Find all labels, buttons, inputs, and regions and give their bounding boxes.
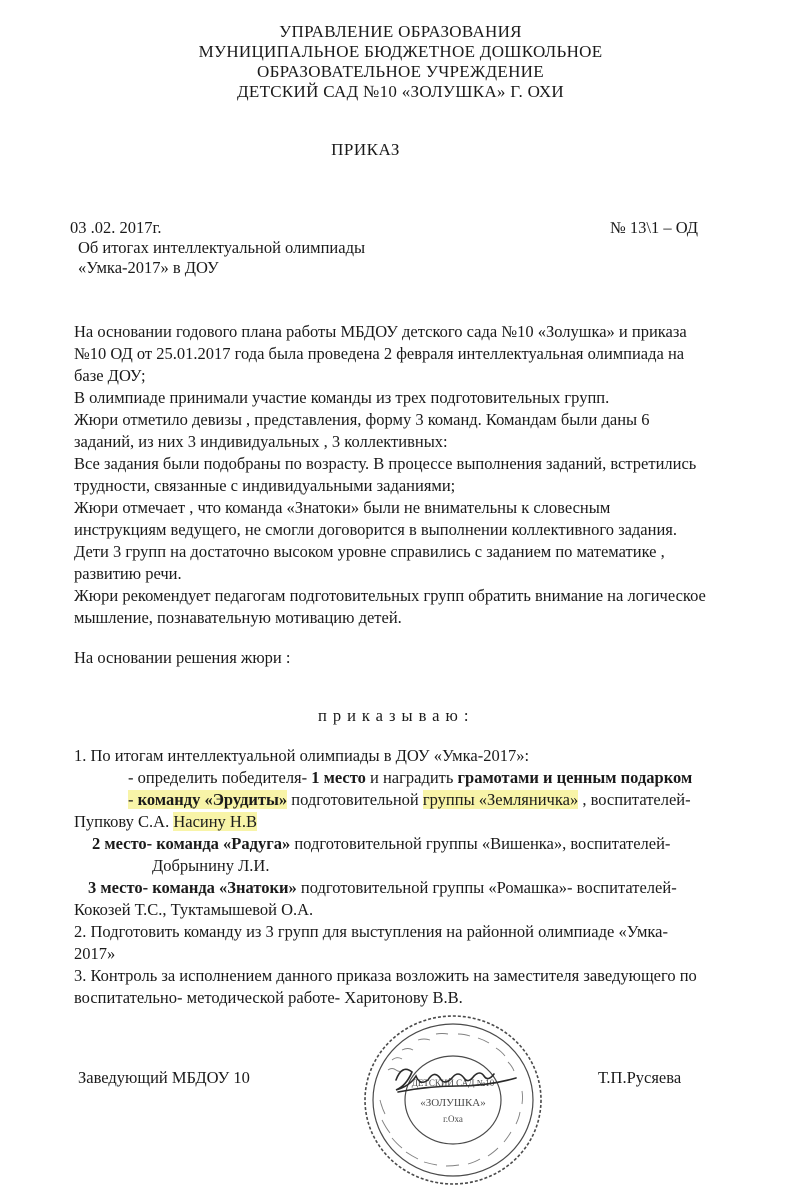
body-line: мышление, познавательную мотивацию детей. xyxy=(74,608,402,627)
body-line: Жюри отмечает , что команда «Знатоки» были не внимательны к словесным xyxy=(74,498,611,517)
body-line: В олимпиаде принимали участие команды из трех подготовительных групп. xyxy=(74,388,610,407)
item-2-line-1: 2. Подготовить команду из 3 групп для выступления на районной олимпиаде «Умка- xyxy=(74,922,668,941)
body-line: инструкциям ведущего, не смогли договорится в выполнении коллективного задания. xyxy=(74,520,677,539)
item-1: 1. По итогам интеллектуальной олимпиады в ДОУ «Умка-2017»: xyxy=(74,746,530,765)
signature-name: Т.П.Русяева xyxy=(598,1068,682,1087)
winner-line xyxy=(128,768,692,788)
team1-tail: , воспитателей- xyxy=(582,790,691,809)
body-line: На основании годового плана работы МБДОУ детского сада №10 «Золушка» и приказа xyxy=(74,322,687,341)
document-number: № 13\1 – ОД xyxy=(610,218,699,237)
header-line-4: ДЕТСКИЙ САД №10 «ЗОЛУШКА» Г. ОХИ xyxy=(237,82,564,101)
team1-line xyxy=(128,790,691,810)
header-line-3: ОБРАЗОВАТЕЛЬНОЕ УЧРЕЖДЕНИЕ xyxy=(257,62,544,81)
body-line: заданий, из них 3 индивидуальных , 3 коллективных: xyxy=(74,432,448,451)
stamp-city: г.Оха xyxy=(443,1114,463,1124)
team1-name: команду «Эрудиты» xyxy=(137,790,288,809)
basis-line: На основании решения жюри : xyxy=(74,648,291,667)
body-line: базе ДОУ; xyxy=(74,366,146,385)
header-line-1: УПРАВЛЕНИЕ ОБРАЗОВАНИЯ xyxy=(279,22,522,41)
team1-teacher-a: Пупкову С.А. xyxy=(74,812,170,831)
document-date: 03 .02. 2017г. xyxy=(70,218,162,237)
item-3-line-1: 3. Контроль за исполнением данного приказа возложить на заместителя заведующего по xyxy=(74,966,697,985)
header-line-2: МУНИЦИПАЛЬНОЕ БЮДЖЕТНОЕ ДОШКОЛЬНОЕ xyxy=(198,42,603,61)
item-2-line-2: 2017» xyxy=(74,944,116,963)
third-place-tail: подготовительной группы «Ромашка»- воспитателей- xyxy=(300,878,677,897)
subject-line-1: Об итогах интеллектуальной олимпиады xyxy=(78,238,366,257)
body-line: развитию речи. xyxy=(74,564,182,583)
winner-award: грамотами и ценным подарком xyxy=(457,768,693,787)
second-place-line xyxy=(92,834,670,854)
third-place-teachers: Кокозей Т.С., Туктамышевой О.А. xyxy=(74,900,314,919)
body-line: Все задания были подобраны по возрасту. В процессе выполнения заданий, встретились xyxy=(74,454,697,473)
signature-position: Заведующий МБДОУ 10 xyxy=(78,1068,250,1087)
body-line: Дети 3 групп на достаточно высоком уровне справились с заданием по математике , xyxy=(74,542,665,561)
item-3-line-2: воспитательно- методической работе- Харитонову В.В. xyxy=(74,988,463,1007)
stamp-inner-small: ДЕТСКИЙ САД №10 xyxy=(411,1078,495,1088)
team1-dash: - xyxy=(128,790,134,809)
second-place-teacher: Добрынину Л.И. xyxy=(152,856,270,875)
third-place-line xyxy=(88,878,677,898)
order-word: приказываю: xyxy=(318,706,475,725)
official-stamp xyxy=(358,1010,548,1190)
winner-mid: и наградить xyxy=(370,768,454,787)
team1-group: группы «Земляничка» xyxy=(422,790,579,809)
second-place: 2 место- команда «Радуга» xyxy=(92,834,291,853)
team1-mid: подготовительной xyxy=(291,790,419,809)
document-title: ПРИКАЗ xyxy=(331,140,400,159)
winner-prefix: - определить победителя- xyxy=(128,768,308,787)
subject-line-2: «Умка-2017» в ДОУ xyxy=(78,258,219,277)
winner-place: 1 место xyxy=(311,768,366,787)
second-place-tail: подготовительной группы «Вишенка», воспитателей- xyxy=(294,834,671,853)
body-line: трудности, связанные с индивидуальными заданиями; xyxy=(74,476,456,495)
team1-teacher-b: Насину Н.В xyxy=(173,812,257,831)
team1-teachers-line xyxy=(74,812,257,832)
third-place: 3 место- команда «Знатоки» xyxy=(88,878,297,897)
body-line: Жюри рекомендует педагогам подготовительных групп обратить внимание на логическое xyxy=(74,586,706,605)
body-line: Жюри отметило девизы , представления, форму 3 команд. Командам были даны 6 xyxy=(74,410,650,429)
body-line: №10 ОД от 25.01.2017 года была проведена 2 февраля интеллектуальная олимпиада на xyxy=(74,344,685,363)
stamp-seal xyxy=(365,1016,541,1184)
stamp-inner-text: «ЗОЛУШКА» xyxy=(420,1097,486,1109)
